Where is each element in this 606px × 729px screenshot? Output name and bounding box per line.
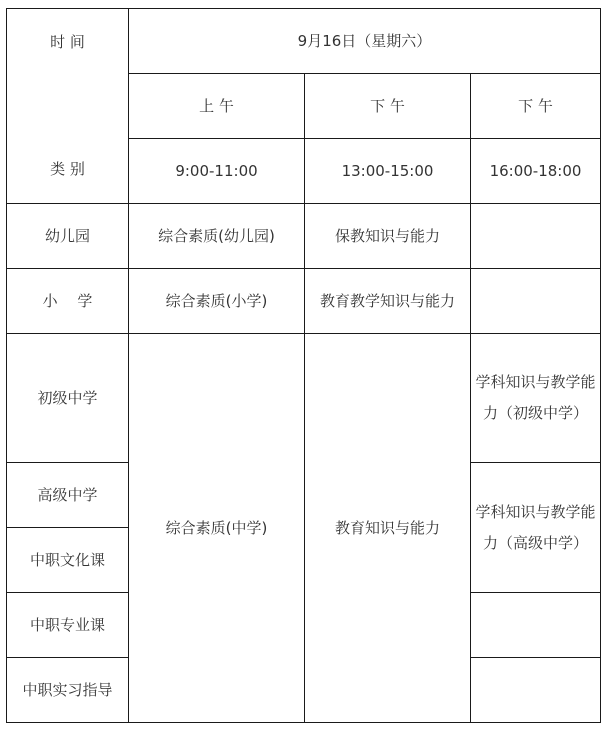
category-cell: 中职专业课: [7, 593, 129, 658]
subject-cell-merged-afternoon: 教育知识与能力: [305, 334, 471, 723]
subject-cell: [471, 269, 601, 334]
session-label-afternoon-2: 下 午: [471, 74, 601, 139]
subject-cell: 综合素质(小学): [129, 269, 305, 334]
subject-cell: 学科知识与教学能力（初级中学）: [471, 334, 601, 463]
session-time-afternoon-2: 16:00-18:00: [471, 139, 601, 204]
subject-cell: 学科知识与教学能力（高级中学）: [471, 463, 601, 593]
category-cell: 小 学: [7, 269, 129, 334]
subject-cell: 教育教学知识与能力: [305, 269, 471, 334]
session-label-morning: 上 午: [129, 74, 305, 139]
session-label-afternoon-1: 下 午: [305, 74, 471, 139]
table-row: [7, 269, 601, 334]
exam-date: 9月16日（星期六）: [129, 9, 601, 74]
subject-cell: [471, 658, 601, 723]
session-time-afternoon-1: 13:00-15:00: [305, 139, 471, 204]
subject-cell: [471, 204, 601, 269]
table-row: [7, 204, 601, 269]
category-cell: 高级中学: [7, 463, 129, 528]
category-cell: 中职实习指导: [7, 658, 129, 723]
exam-schedule-table: [6, 8, 601, 723]
table-row: [7, 334, 601, 463]
session-time-morning: 9:00-11:00: [129, 139, 305, 204]
subject-cell: [471, 593, 601, 658]
category-cell: 中职文化课: [7, 528, 129, 593]
category-cell: 初级中学: [7, 334, 129, 463]
time-category-header-cell: [7, 9, 129, 204]
subject-cell-merged-morning: 综合素质(中学): [129, 334, 305, 723]
category-cell: 幼儿园: [7, 204, 129, 269]
subject-cell: 综合素质(幼儿园): [129, 204, 305, 269]
time-label: 时 间: [50, 33, 85, 51]
category-label: 类 别: [50, 160, 85, 178]
subject-cell: 保教知识与能力: [305, 204, 471, 269]
date-row: [7, 9, 601, 74]
